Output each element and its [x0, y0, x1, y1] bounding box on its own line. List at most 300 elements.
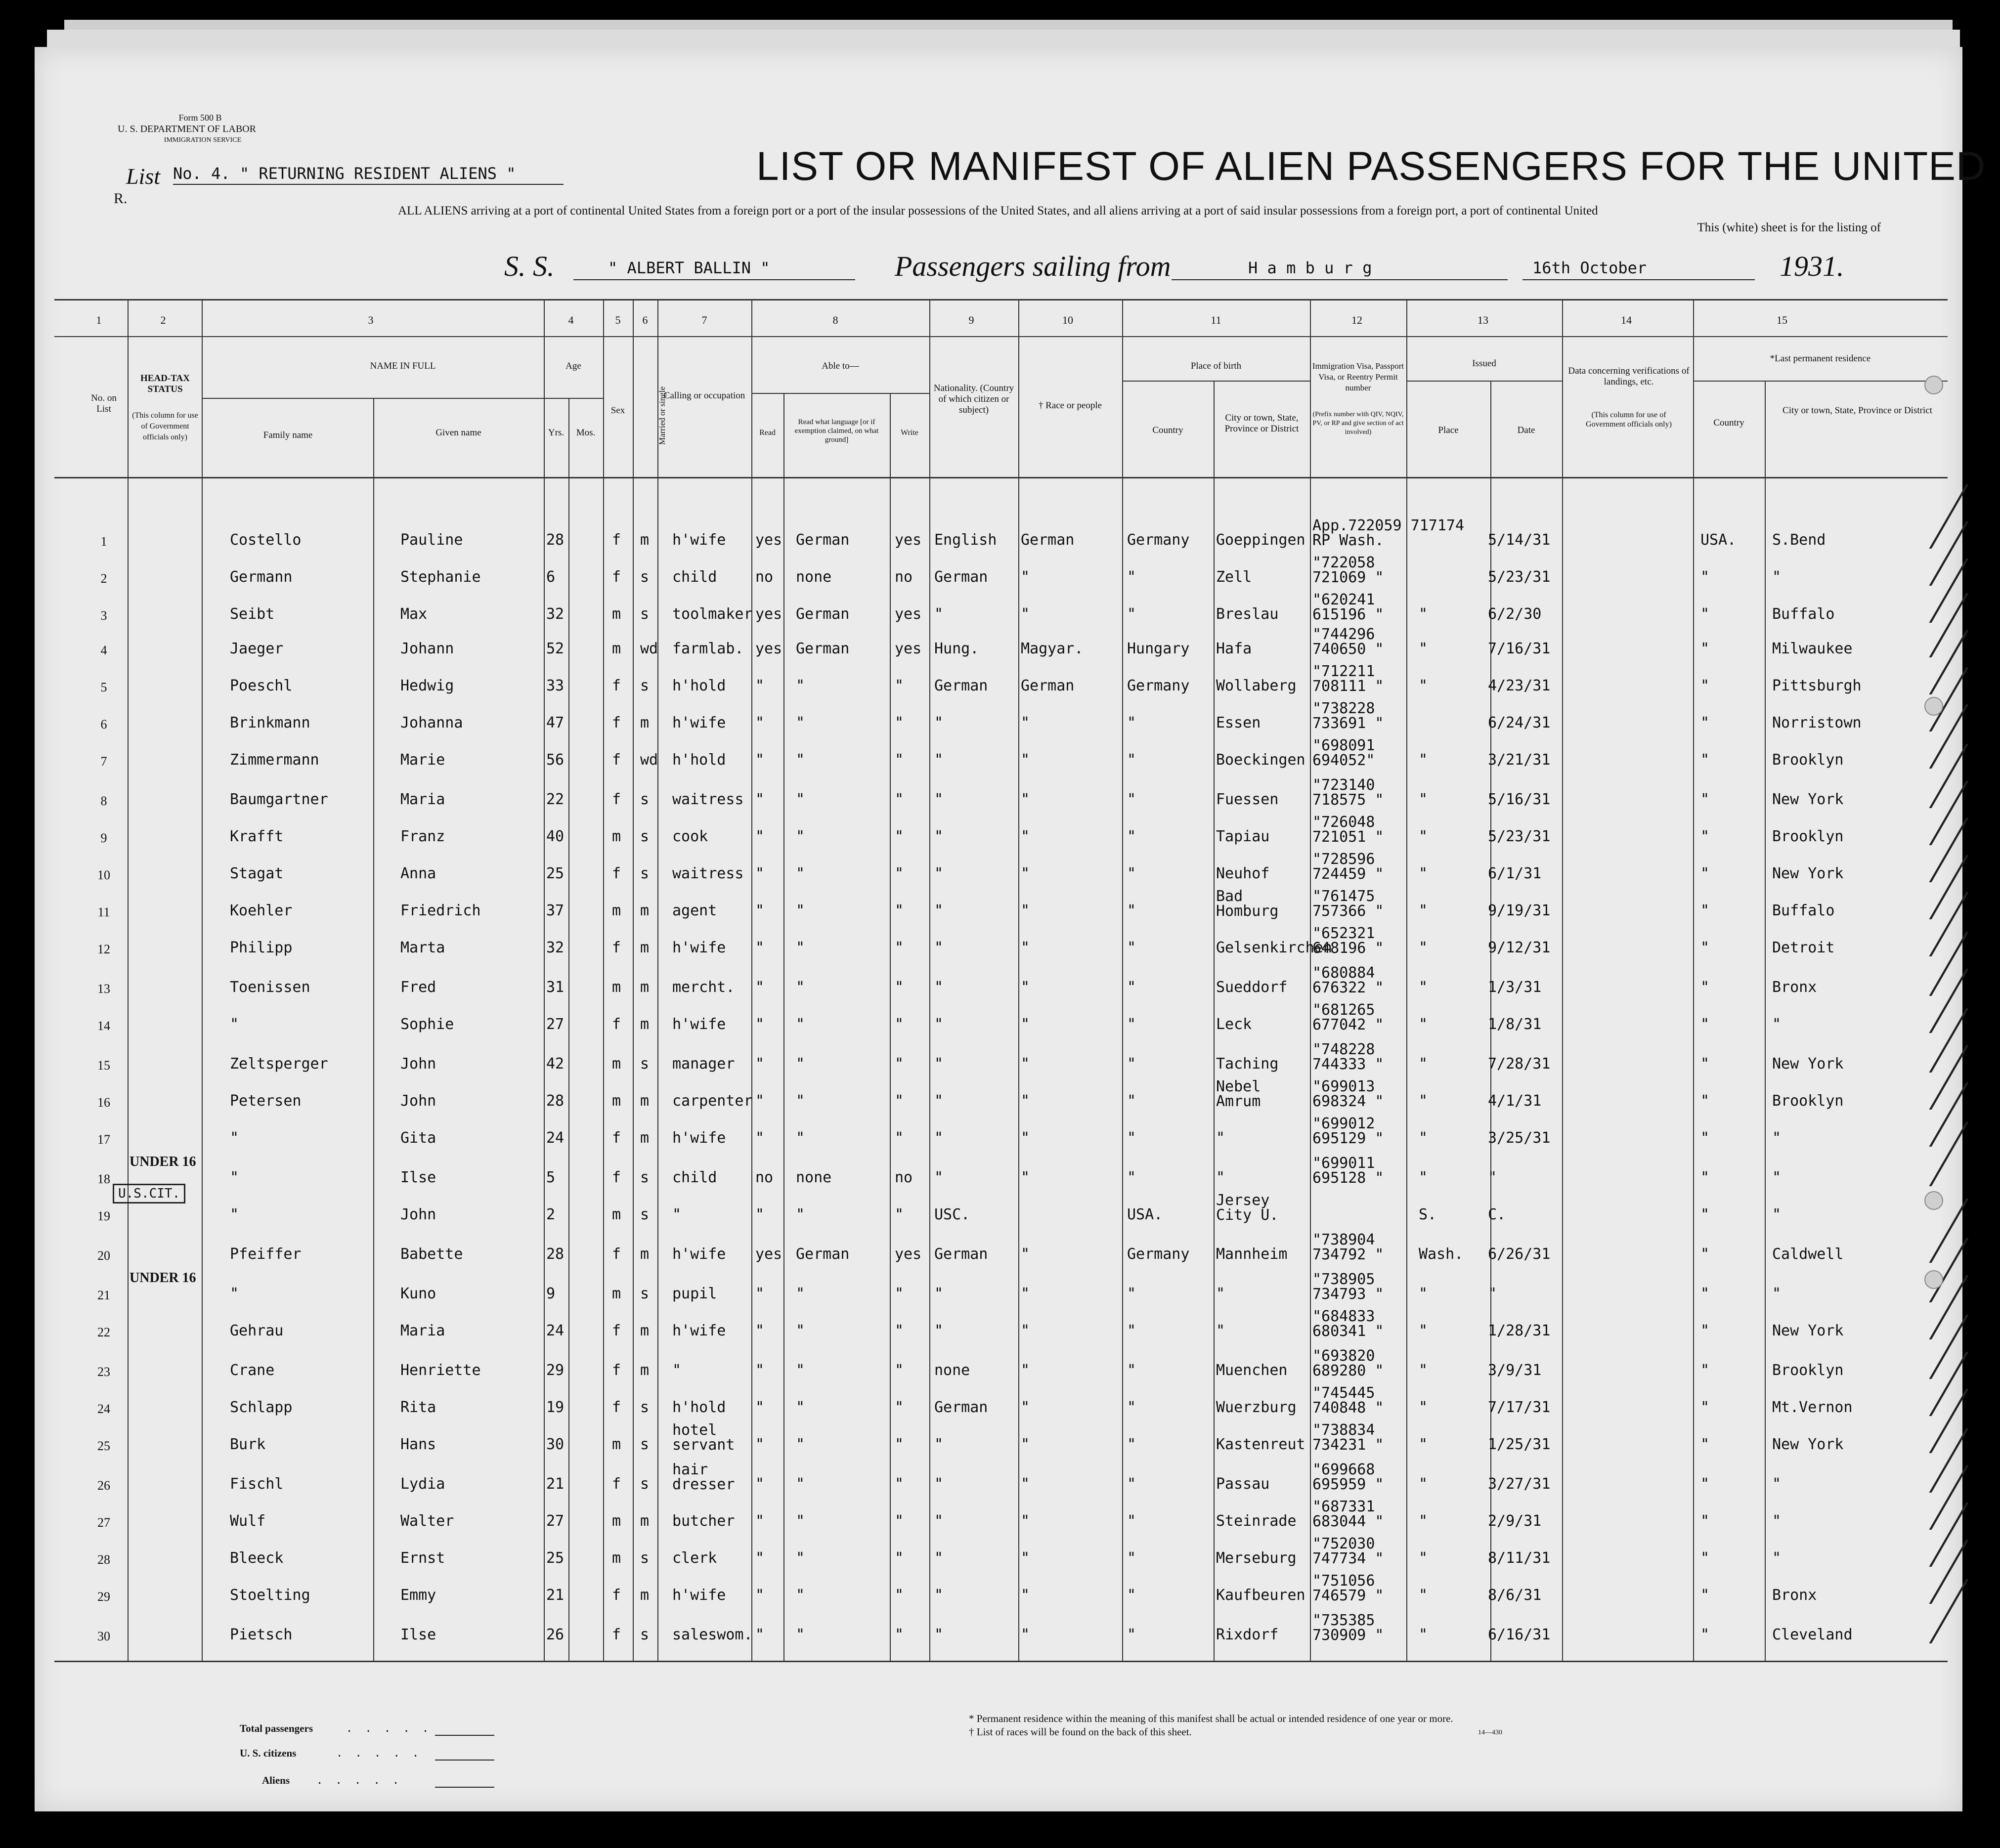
- birth-country: ": [1127, 1436, 1136, 1453]
- sex: f: [612, 791, 621, 808]
- birth-city: Wuerzburg: [1216, 1399, 1297, 1416]
- residence-country: ": [1700, 1626, 1710, 1643]
- birth-country: ": [1127, 1322, 1136, 1339]
- read-language: ": [796, 1016, 805, 1033]
- visa-number: "684833 680341 ": [1312, 1308, 1384, 1340]
- sex: m: [612, 828, 621, 845]
- birth-city: Leck: [1216, 1016, 1252, 1033]
- can-write: ": [895, 1587, 904, 1604]
- family-name: Pietsch: [230, 1626, 293, 1643]
- can-write: ": [895, 902, 904, 919]
- birth-city: Nebel Amrum: [1216, 1078, 1261, 1110]
- hdr-last-residence: *Last permanent residence: [1770, 353, 1871, 364]
- birth-country: ": [1127, 714, 1136, 731]
- residence-country: ": [1700, 1055, 1710, 1073]
- residence-country: ": [1700, 640, 1710, 657]
- nationality: ": [934, 1587, 944, 1604]
- can-write: no: [895, 568, 913, 586]
- issued-place: ": [1419, 751, 1428, 769]
- given-name: Henriette: [400, 1362, 481, 1379]
- sex: m: [612, 1055, 621, 1073]
- residence-country: ": [1700, 865, 1710, 882]
- issued-date: 1/28/31: [1488, 1322, 1551, 1339]
- visa-number: App.722059 717174 RP Wash.: [1312, 517, 1465, 549]
- race: ": [1021, 1322, 1030, 1339]
- birth-country: Germany: [1127, 531, 1190, 549]
- residence-city: Brooklyn: [1772, 828, 1844, 845]
- residence-country: ": [1700, 751, 1710, 769]
- marital-status: s: [640, 568, 650, 586]
- sex: m: [612, 902, 621, 919]
- residence-city: Bronx: [1772, 979, 1817, 996]
- row-number: 21: [97, 1288, 110, 1302]
- occupation: agent: [672, 902, 717, 919]
- can-read: no: [755, 1169, 774, 1186]
- nationality: German: [934, 677, 988, 694]
- family-name: Koehler: [230, 902, 293, 919]
- race: ": [1021, 1016, 1030, 1033]
- col-rule: [568, 398, 569, 1661]
- given-name: Walter: [400, 1512, 454, 1530]
- sex: m: [612, 1436, 621, 1453]
- can-read: yes: [755, 531, 783, 549]
- can-write: ": [895, 1206, 904, 1223]
- can-read: ": [755, 1055, 765, 1073]
- marital-status: s: [640, 1626, 650, 1643]
- age-years: 28: [546, 1092, 565, 1110]
- read-language: ": [796, 828, 805, 845]
- sex: f: [612, 568, 621, 586]
- occupation: h'wife: [672, 1322, 726, 1339]
- age-years: 40: [546, 828, 565, 845]
- can-write: yes: [895, 640, 922, 657]
- can-write: yes: [895, 531, 922, 549]
- manifest-sheet: [35, 47, 1962, 1811]
- issued-place: ": [1419, 1129, 1428, 1147]
- read-language: German: [796, 1246, 850, 1263]
- birth-city: Neuhof: [1216, 865, 1270, 882]
- residence-country: ": [1700, 939, 1710, 956]
- marital-status: m: [640, 902, 650, 919]
- race: ": [1021, 1587, 1030, 1604]
- age-years: 6: [546, 568, 556, 586]
- visa-number: "751056 746579 ": [1312, 1572, 1384, 1604]
- issued-date: 9/12/31: [1488, 939, 1551, 956]
- issued-place: Wash.: [1419, 1246, 1464, 1263]
- issued-date: 1/3/31: [1488, 979, 1542, 996]
- issued-place: ": [1419, 828, 1428, 845]
- age-years: 33: [546, 677, 565, 694]
- us-citizens-label: U. S. citizens: [240, 1747, 297, 1759]
- family-name: Jaeger: [230, 640, 284, 657]
- occupation: h'hold: [672, 677, 726, 694]
- can-read: ": [755, 1362, 765, 1379]
- occupation: h'hold: [672, 1399, 726, 1416]
- age-years: 21: [546, 1475, 565, 1493]
- birth-city: Breslau: [1216, 605, 1279, 623]
- nationality: ": [934, 828, 944, 845]
- residence-country: ": [1700, 605, 1710, 623]
- visa-number: "735385 730909 ": [1312, 1612, 1384, 1644]
- family-name: Bleeck: [230, 1549, 284, 1567]
- col-rule: [1018, 299, 1019, 1661]
- nationality: ": [934, 714, 944, 731]
- issued-date: 6/2/30: [1488, 605, 1542, 623]
- family-name: ": [230, 1206, 239, 1223]
- age-years: 32: [546, 939, 565, 956]
- given-name: Gita: [400, 1129, 436, 1147]
- given-name: Stephanie: [400, 568, 481, 586]
- residence-city: Brooklyn: [1772, 1362, 1844, 1379]
- race: ": [1021, 1362, 1030, 1379]
- head-tax-status: UNDER 16: [130, 1270, 196, 1286]
- read-language: ": [796, 1322, 805, 1339]
- issued-place: ": [1419, 1016, 1428, 1033]
- race: ": [1021, 568, 1030, 586]
- issued-place: ": [1419, 791, 1428, 808]
- residence-city: ": [1772, 1129, 1782, 1147]
- residence-city: New York: [1772, 1436, 1844, 1453]
- family-name: Gehrau: [230, 1322, 284, 1339]
- birth-city: Boeckingen: [1216, 751, 1305, 769]
- can-read: ": [755, 902, 765, 919]
- residence-city: ": [1772, 1169, 1782, 1186]
- residence-country: ": [1700, 568, 1710, 586]
- birth-country: ": [1127, 791, 1136, 808]
- marital-status: s: [640, 1549, 650, 1567]
- marital-status: s: [640, 1399, 650, 1416]
- colnum: 5: [615, 314, 621, 326]
- birth-country: ": [1127, 1399, 1136, 1416]
- total-passengers-label: Total passengers: [240, 1722, 313, 1734]
- birth-country: ": [1127, 1092, 1136, 1110]
- birth-country: ": [1127, 902, 1136, 919]
- colnum: 2: [160, 314, 166, 326]
- race: ": [1021, 1129, 1030, 1147]
- issued-place: ": [1419, 1436, 1428, 1453]
- issued-date: 7/28/31: [1488, 1055, 1551, 1073]
- occupation: manager: [672, 1055, 735, 1073]
- age-years: 47: [546, 714, 565, 731]
- residence-country: ": [1700, 1549, 1710, 1567]
- given-name: Johann: [400, 640, 454, 657]
- race: ": [1021, 902, 1030, 919]
- row-number: 22: [97, 1325, 110, 1339]
- can-write: ": [895, 1475, 904, 1493]
- can-write: ": [895, 1322, 904, 1339]
- nationality: ": [934, 791, 944, 808]
- dots: . . . . .: [316, 1774, 402, 1787]
- read-language: ": [796, 1626, 805, 1643]
- occupation: waitress: [672, 865, 744, 882]
- marital-status: s: [640, 1169, 650, 1186]
- birth-country: ": [1127, 979, 1136, 996]
- family-name: Wulf: [230, 1512, 266, 1530]
- race: ": [1021, 1436, 1030, 1453]
- marital-status: m: [640, 1362, 650, 1379]
- can-read: ": [755, 1092, 765, 1110]
- sex: f: [612, 1169, 621, 1186]
- table-top-rule: [54, 299, 1948, 301]
- residence-city: New York: [1772, 865, 1844, 882]
- nationality: ": [934, 1129, 944, 1147]
- age-years: 24: [546, 1322, 565, 1339]
- can-write: yes: [895, 605, 922, 623]
- given-name: Babette: [400, 1246, 463, 1263]
- colnum: 7: [701, 314, 707, 326]
- issued-place: S.: [1419, 1206, 1437, 1223]
- given-name: Hedwig: [400, 677, 454, 694]
- birth-country: ": [1127, 1626, 1136, 1643]
- birth-city: Zell: [1216, 568, 1252, 586]
- can-write: ": [895, 1016, 904, 1033]
- birth-country: USA.: [1127, 1206, 1163, 1223]
- marital-status: s: [640, 1475, 650, 1493]
- can-write: ": [895, 1285, 904, 1302]
- birth-city: Hafa: [1216, 640, 1252, 657]
- birth-city: ": [1216, 1129, 1225, 1147]
- residence-city: New York: [1772, 791, 1844, 808]
- sex: f: [612, 1399, 621, 1416]
- birth-country: ": [1127, 568, 1136, 586]
- issued-place: ": [1419, 1626, 1428, 1643]
- row-number: 17: [97, 1132, 110, 1147]
- can-read: ": [755, 865, 765, 882]
- birth-city: Essen: [1216, 714, 1261, 731]
- can-read: ": [755, 1587, 765, 1604]
- residence-city: New York: [1772, 1055, 1844, 1073]
- given-name: Ilse: [400, 1169, 436, 1186]
- given-name: Rita: [400, 1399, 436, 1416]
- sex: m: [612, 979, 621, 996]
- aliens-label: Aliens: [262, 1774, 290, 1786]
- nationality: ": [934, 1055, 944, 1073]
- read-language: none: [796, 1169, 832, 1186]
- read-language: German: [796, 531, 850, 549]
- marital-status: s: [640, 828, 650, 845]
- race: ": [1021, 1092, 1030, 1110]
- hdr-age: Age: [565, 361, 581, 371]
- issued-date: C.: [1488, 1206, 1506, 1223]
- nationality: ": [934, 902, 944, 919]
- residence-country: ": [1700, 1436, 1710, 1453]
- residence-country: ": [1700, 1092, 1710, 1110]
- col-rule: [1765, 381, 1766, 1661]
- issued-date: 3/21/31: [1488, 751, 1551, 769]
- page-title: LIST OR MANIFEST OF ALIEN PASSENGERS FOR THE UNITED: [756, 144, 1986, 189]
- col-rule: [373, 398, 374, 1661]
- residence-country: ": [1700, 791, 1710, 808]
- residence-city: Brooklyn: [1772, 1092, 1844, 1110]
- col-rule: [544, 299, 545, 1661]
- issued-date: 6/26/31: [1488, 1246, 1551, 1263]
- race: ": [1021, 865, 1030, 882]
- citizens-underline: [435, 1760, 494, 1761]
- can-read: ": [755, 677, 765, 694]
- visa-number: "744296 740650 ": [1312, 626, 1384, 658]
- visa-number: "652321 648196 ": [1312, 925, 1384, 957]
- occupation: cook: [672, 828, 708, 845]
- can-write: ": [895, 751, 904, 769]
- can-read: ": [755, 1512, 765, 1530]
- row-number: 8: [100, 794, 107, 808]
- sex: f: [612, 1016, 621, 1033]
- occupation: h'wife: [672, 531, 726, 549]
- birth-country: ": [1127, 1169, 1136, 1186]
- visa-number: "693820 689280 ": [1312, 1347, 1384, 1379]
- age-years: 27: [546, 1016, 565, 1033]
- footnote-residence: * Permanent residence within the meaning of this manifest shall be actual or intended residence of one year or more.: [969, 1713, 1453, 1724]
- occupation: h'wife: [672, 714, 726, 731]
- given-name: Johanna: [400, 714, 463, 731]
- occupation: saleswom.: [672, 1626, 753, 1643]
- birth-city: ": [1216, 1169, 1225, 1186]
- hdr-head-tax-note: (This column for use of Government officials only): [132, 411, 198, 441]
- can-read: ": [755, 1322, 765, 1339]
- col-rule: [1310, 299, 1311, 1661]
- issued-date: 6/16/31: [1488, 1626, 1551, 1643]
- issued-date: ": [1488, 1285, 1497, 1302]
- family-name: Germann: [230, 568, 293, 586]
- read-language: ": [796, 677, 805, 694]
- port-underline: [1172, 279, 1508, 280]
- residence-city: New York: [1772, 1322, 1844, 1339]
- can-read: ": [755, 939, 765, 956]
- footer-code: 14—430: [1478, 1729, 1502, 1736]
- occupation: waitress: [672, 791, 744, 808]
- footnote-races: † List of races will be found on the back of this sheet.: [969, 1726, 1192, 1738]
- sex: f: [612, 1246, 621, 1263]
- marital-status: s: [640, 605, 650, 623]
- hdr-data-note: (This column for use of Government officials only): [1586, 411, 1672, 429]
- us-cit-stamp: U.S.CIT.: [113, 1184, 185, 1203]
- marital-status: s: [640, 1055, 650, 1073]
- age-years: 52: [546, 640, 565, 657]
- residence-country: ": [1700, 714, 1710, 731]
- name-subrule: [203, 398, 603, 399]
- hdr-issued-date: Date: [1517, 425, 1535, 435]
- col-rule: [1214, 381, 1215, 1661]
- r-label: R.: [114, 190, 128, 207]
- can-read: ": [755, 1475, 765, 1493]
- issued-date: 1/8/31: [1488, 1016, 1542, 1033]
- row-number: 7: [100, 754, 107, 769]
- residence-country: ": [1700, 1322, 1710, 1339]
- col-rule: [633, 299, 634, 1661]
- marital-status: s: [640, 1285, 650, 1302]
- given-name: Marta: [400, 939, 445, 956]
- can-read: no: [755, 568, 774, 586]
- given-name: Marie: [400, 751, 445, 769]
- race: ": [1021, 1246, 1030, 1263]
- residence-city: Brooklyn: [1772, 751, 1844, 769]
- hdr-visa-note: (Prefix number with QIV, NQIV, PV, or RP and give section of act involved): [1312, 411, 1404, 436]
- marital-status: m: [640, 979, 650, 996]
- hdr-res-country: Country: [1713, 418, 1744, 428]
- sex: m: [612, 605, 621, 623]
- sex: f: [612, 865, 621, 882]
- nationality: ": [934, 979, 944, 996]
- family-name: ": [230, 1016, 239, 1033]
- given-name: Ilse: [400, 1626, 436, 1643]
- can-read: ": [755, 1129, 765, 1147]
- row-number: 14: [97, 1019, 110, 1033]
- family-name: Poeschl: [230, 677, 293, 694]
- row-number: 16: [97, 1095, 110, 1110]
- issued-place: ": [1419, 1549, 1428, 1567]
- sex: f: [612, 677, 621, 694]
- sex: f: [612, 1362, 621, 1379]
- colnum: 13: [1478, 314, 1488, 326]
- can-write: ": [895, 714, 904, 731]
- issued-place: ": [1419, 1399, 1428, 1416]
- age-years: 42: [546, 1055, 565, 1073]
- issued-place: ": [1419, 1322, 1428, 1339]
- residence-city: Caldwell: [1772, 1246, 1844, 1263]
- hdr-read-language: Read what language [or if exemption claimed, on what ground]: [794, 418, 879, 444]
- sex: m: [612, 1285, 621, 1302]
- birth-country: ": [1127, 1285, 1136, 1302]
- issued-date: 7/17/31: [1488, 1399, 1551, 1416]
- issued-date: 4/1/31: [1488, 1092, 1542, 1110]
- row-number: 20: [97, 1248, 110, 1263]
- issued-place: ": [1419, 1169, 1428, 1186]
- family-name: Petersen: [230, 1092, 302, 1110]
- punch-hole: [1924, 697, 1943, 716]
- issued-date: 1/25/31: [1488, 1436, 1551, 1453]
- hdr-calling: Calling or occupation: [663, 390, 745, 401]
- can-read: ": [755, 979, 765, 996]
- hdr-place-of-birth: Place of birth: [1190, 361, 1242, 371]
- read-language: German: [796, 640, 850, 657]
- given-name: John: [400, 1092, 436, 1110]
- can-write: ": [895, 1549, 904, 1567]
- hdr-visa: Immigration Visa, Passport Visa, or Reentry Permit number: [1312, 361, 1404, 392]
- birth-city: ": [1216, 1322, 1225, 1339]
- row-number: 4: [100, 643, 107, 657]
- can-write: ": [895, 1399, 904, 1416]
- sex: f: [612, 1322, 621, 1339]
- colnum: 14: [1621, 314, 1632, 326]
- punch-hole: [1924, 376, 1943, 394]
- issued-date: 3/9/31: [1488, 1362, 1542, 1379]
- row-number: 30: [97, 1629, 110, 1643]
- nationality: ": [934, 939, 944, 956]
- age-years: 56: [546, 751, 565, 769]
- can-read: ": [755, 1436, 765, 1453]
- visa-number: "752030 747734 ": [1312, 1535, 1384, 1567]
- can-write: ": [895, 865, 904, 882]
- race: ": [1021, 1285, 1030, 1302]
- visa-number: "699012 695129 ": [1312, 1115, 1384, 1147]
- issued-place: ": [1419, 1055, 1428, 1073]
- residence-city: Bronx: [1772, 1587, 1817, 1604]
- col-rule: [1562, 299, 1563, 1661]
- issued-place: ": [1419, 605, 1428, 623]
- family-name: Schlapp: [230, 1399, 293, 1416]
- birth-country: ": [1127, 1016, 1136, 1033]
- sex: m: [612, 640, 621, 657]
- occupation: clerk: [672, 1549, 717, 1567]
- read-language: ": [796, 1285, 805, 1302]
- nationality: ": [934, 1285, 944, 1302]
- issued-date: 3/25/31: [1488, 1129, 1551, 1147]
- visa-number: "687331 683044 ": [1312, 1498, 1384, 1530]
- marital-status: s: [640, 677, 650, 694]
- visa-number: "738834 734231 ": [1312, 1421, 1384, 1454]
- row-number: 18: [97, 1172, 110, 1186]
- age-years: 37: [546, 902, 565, 919]
